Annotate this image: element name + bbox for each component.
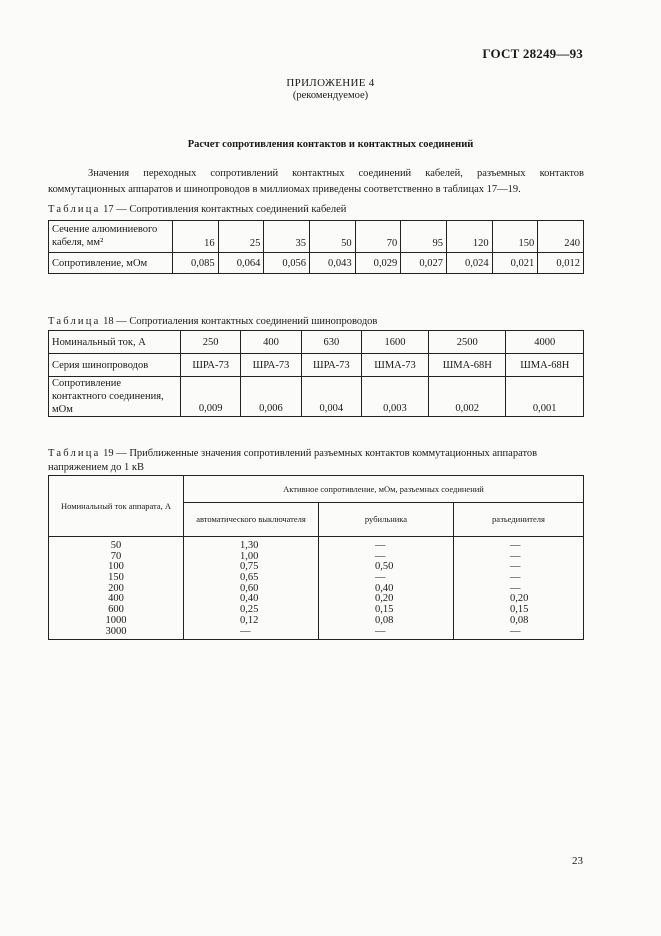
table19-current-value: 3000 (105, 625, 127, 637)
table18-cell: 0,006 (241, 377, 301, 417)
table17-row-resistance (49, 253, 584, 274)
table17-cell: 240 (538, 221, 584, 253)
table19-knife-switch-value: — (375, 625, 386, 637)
intro-paragraph: Значения переходных сопротивлений контактных соединений кабелей, разъемных контактов коммутационных аппаратов и шинопроводов в миллиомах приведены соответственно в таблицах 17—19. (48, 168, 584, 195)
table19-knife-switch-value: 0,15 (375, 604, 394, 616)
table19-caption (48, 447, 588, 475)
table17-caption-prefix: Таблица (48, 204, 101, 215)
table18-cell: ШМА-68Н (429, 354, 506, 377)
table18-caption-text: 18 — Сопротиаления контактных соединений шинопроводов (103, 316, 378, 327)
table18-cell: 400 (241, 331, 301, 354)
table19-knife-switch-value: — (375, 572, 386, 584)
table-19 (48, 475, 584, 640)
table19-body-row (49, 537, 584, 640)
appendix-title: ПРИЛОЖЕНИЕ 4 (286, 77, 375, 89)
table19-knife-switch-value: 0,40 (375, 582, 394, 594)
table-18 (48, 330, 584, 417)
section-heading: Расчет сопротивления контактов и контактных соединений (187, 139, 474, 150)
table19-current-value: 150 (108, 572, 124, 584)
table17-row1-label: Сечение алюминиевого кабеля, мм² (49, 221, 173, 253)
table18-caption-prefix: Таблица (48, 316, 101, 327)
table18-row-current (49, 331, 584, 354)
table18-cell: 2500 (429, 331, 506, 354)
table18-cell: 0,003 (361, 377, 428, 417)
table17-cell: 120 (446, 221, 492, 253)
table17-cell: 0,085 (173, 253, 219, 274)
table18-row-resistance (49, 377, 584, 417)
table17-cell: 0,024 (446, 253, 492, 274)
table19-current-column (49, 537, 184, 640)
table19-disconnector-value: — (510, 540, 521, 551)
table18-cell: 1600 (361, 331, 428, 354)
table19-disconnector-column (454, 537, 584, 640)
table18-cell: 0,004 (301, 377, 361, 417)
table19-disconnector-value: — (510, 625, 521, 637)
table19-breaker-value: 0,25 (240, 604, 259, 616)
table19-caption-text: 19 — Приближенные значения сопротивлений разъемных контактов коммутационных аппаратов напряжением до 1 кВ (48, 448, 538, 473)
table17-caption (48, 203, 588, 217)
table17-cell: 35 (264, 221, 310, 253)
table19-breaker-value: 0,40 (240, 593, 259, 605)
table19-disconnector-value: 0,20 (510, 593, 529, 605)
table19-current-value: 200 (108, 582, 124, 594)
table19-knife-switch-value: — (375, 540, 386, 551)
table17-cell: 0,012 (538, 253, 584, 274)
table17-cell: 70 (355, 221, 401, 253)
table17-cell: 0,027 (401, 253, 447, 274)
page-number: 23 (572, 855, 583, 867)
table18-cell: 630 (301, 331, 361, 354)
table19-disconnector-value: — (510, 550, 521, 562)
table19-breaker-value: — (240, 625, 251, 637)
table18-row2-label: Серия шинопроводов (49, 354, 181, 377)
table19-breaker-value: 0,60 (240, 582, 259, 594)
table18-row1-label: Номинальный ток, А (49, 331, 181, 354)
table18-cell: ШРА-73 (301, 354, 361, 377)
table19-knife-switch-column (319, 537, 454, 640)
table19-disconnector-value: 0,15 (510, 604, 529, 616)
table19-current-value: 50 (110, 540, 122, 551)
table19-disconnector-value: 0,08 (510, 614, 529, 626)
table18-cell: 250 (181, 331, 241, 354)
table17-row-section (49, 221, 584, 253)
table19-knife-switch-value: 0,50 (375, 561, 394, 573)
table17-cell: 16 (173, 221, 219, 253)
table18-cell: 0,001 (506, 377, 584, 417)
table18-cell: 4000 (506, 331, 584, 354)
table19-current-value: 600 (108, 604, 124, 616)
standard-designation: ГОСТ 28249—93 (482, 46, 583, 61)
table19-caption-prefix: Таблица (48, 448, 101, 459)
table19-breaker-value: 1,30 (240, 540, 259, 551)
table18-cell: 0,009 (181, 377, 241, 417)
table17-cell: 50 (309, 221, 355, 253)
table18-cell: 0,002 (429, 377, 506, 417)
table19-head-current: Номинальный ток аппарата, А (49, 476, 184, 537)
table19-current-value: 70 (110, 550, 122, 562)
table19-current-value: 100 (108, 561, 124, 573)
table17-cell: 25 (218, 221, 264, 253)
table18-caption (48, 315, 588, 329)
table19-current-value: 400 (108, 593, 124, 605)
table19-head-group: Активное сопротивление, мОм, разъемных соединений (184, 476, 584, 503)
table19-current-value: 1000 (105, 614, 127, 626)
table17-cell: 0,021 (492, 253, 538, 274)
table19-breaker-value: 0,12 (240, 614, 259, 626)
table19-disconnector-value: — (510, 572, 521, 584)
table18-cell: ШМА-73 (361, 354, 428, 377)
table17-caption-text: 17 — Сопротивления контактных соединений кабелей (103, 204, 347, 215)
table17-cell: 0,043 (309, 253, 355, 274)
table19-disconnector-value: — (510, 582, 521, 594)
table19-disconnector-value: — (510, 561, 521, 573)
table18-cell: ШМА-68Н (506, 354, 584, 377)
table17-cell: 95 (401, 221, 447, 253)
table18-row-series (49, 354, 584, 377)
table18-cell: ШРА-73 (241, 354, 301, 377)
table19-knife-switch-value: 0,20 (375, 593, 394, 605)
table17-cell: 0,029 (355, 253, 401, 274)
table17-row2-label: Сопротивление, мОм (49, 253, 173, 274)
table19-head-disconnector: разъединителя (454, 503, 584, 537)
table19-head-knife-switch: рубильника (319, 503, 454, 537)
table18-row3-label: Сопротивление контактного соединения, мОм (49, 377, 181, 417)
table19-breaker-value: 1,00 (240, 550, 259, 562)
table-17 (48, 220, 584, 274)
table19-breaker-column (184, 537, 319, 640)
table19-knife-switch-value: 0,08 (375, 614, 394, 626)
table19-knife-switch-value: — (375, 550, 386, 562)
table18-cell: ШРА-73 (181, 354, 241, 377)
table19-header-row (49, 476, 584, 503)
appendix-subtitle: (рекомендуемое) (292, 90, 369, 101)
table17-cell: 0,056 (264, 253, 310, 274)
table19-breaker-value: 0,65 (240, 572, 259, 584)
table17-cell: 150 (492, 221, 538, 253)
table19-breaker-value: 0,75 (240, 561, 259, 573)
table17-cell: 0,064 (218, 253, 264, 274)
table19-head-breaker: автоматического выключателя (184, 503, 319, 537)
